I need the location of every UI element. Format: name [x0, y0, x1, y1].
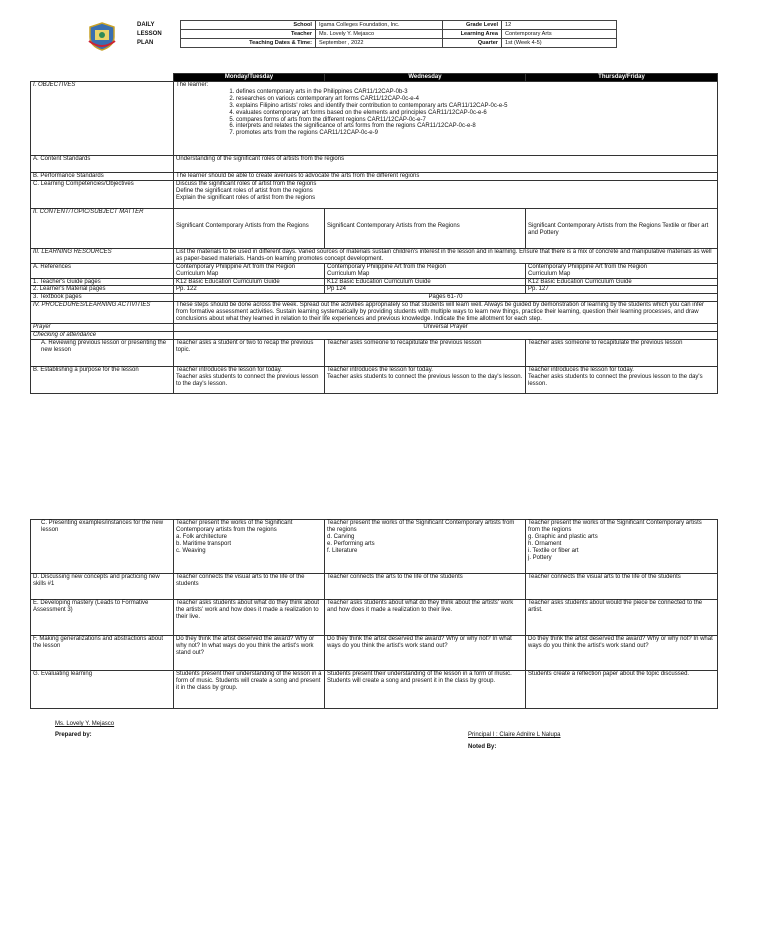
teachers-guide-row: 1. Teacher's Guide pages K12 Basic Education Curriculum Guide K12 Basic Education Curriculum Guide K12 Basic Education Curriculum Guide — [31, 278, 718, 286]
mastery-row: E. Developing mastery (Leads to Formative Assessment 3) Teacher asks students about what do they think about the artists' work and how does it made a realization to their live. Teacher asks students about what do they think about the artists' work and how does it made a realization to their live. Teacher asks students about would the piece be connected to the artist. — [31, 600, 718, 636]
discussing-row: D. Discussing new concepts and practicing new skills #1 Teacher connects the visual arts to the life of the students Teacher connects the arts to the life of the students Teacher connects the visual arts to the life of the students — [31, 574, 718, 600]
preparer-name: Ms. Lovely Y. Mejasco — [55, 721, 115, 727]
learning-resources-row: III. LEARNING RESOURCES List the materials to be used in different days. Varied sources of materials sustain children's interest in the lesson and in learning. Ensure that there is a mix of concrete and manipulative materials as well as paper-based materials. Hands-on learning promotes concept development. — [31, 248, 718, 263]
procedures-row: IV. PROCEDURES/LEARNING ACTIVITIES These steps should be done across the week. Spread out the activities appropriately so that students will learn well. Always be guided by demonstration of learning by the students which you can infer from formative assessment activities. Sustain learning systematically by providing students with multiple ways to learn new things, practice their learning, question their learning processes, and draw conclusions about what they learned in relation to their life experiences and previous knowledge. Indicate the time allotment for each step. — [31, 302, 718, 324]
principal-name: Principal I : Claire Adnilre L Nalupa — [468, 732, 561, 738]
examples-row: C. Presenting examples/instances for the new lesson Teacher present the works of the Significant Contemporary artists from the regions a. Folk architecture b. Maritime transport c. Weaving Teacher present the works of the Significant Contemporary artists from the regions d. Carving e. Performing arts f. Literature Teacher present the works of the Significant Contemporary artists from the regions g. Graphic and plastic arts h. Ornament i. Textile or fiber art j. Pottery — [31, 520, 718, 574]
content-topic-row: II. CONTENT/TOPIC/SUBJECT MATTER Significant Contemporary Artists from the Regions Significant Contemporary Artists from the Regions Significant Contemporary Artists from the Regions Textile or fiber art and Pottery — [31, 208, 718, 248]
objectives-row: I. OBJECTIVES The learner: 1. defines contemporary arts in the Philippines CAR11/12CAP-0b-3 2. researches on various contemporary art forms CAR11/12CAP-0c-e-4 3. explains Filipino artists' roles and identify their contribution to contemporary arts CAR11/12CAP-0c-e-5 4. evaluates contemporary art forms based on the elements and principles CAR11/12CAP-0c-e-6 5. compares forms of arts from the different regions CAR11/12CAP-0c-e-7 6. interprets and relates the significance of arts forms from the regions CAR11/12CAP-0c-e-8 7. promotes arts from the regions CAR11/12CAP-0c-e-9 — [31, 82, 718, 156]
prepared-by-label: Prepared by: — [55, 732, 92, 738]
lesson-plan-table — [30, 73, 718, 394]
content-standards-row: A. Content Standards Understanding of the significant roles of artists from the regions — [31, 156, 718, 173]
document-type-label: DAILY LESSON PLAN — [137, 22, 162, 46]
day-header: Thursday/Friday — [526, 74, 718, 82]
textbook-row: 3. Textbook pages Pages 61-70 — [31, 294, 718, 302]
evaluating-row: G. Evaluating learning Students present their understanding of the lesson in a form of music. Students will create a song and present it in the class by group. Students present their understanding of the lesson in a form of music. Students will create a song and present it in the class by group. Students create a reflection paper about the topic discussed. — [31, 671, 718, 709]
review-row: A. Reviewing previous lesson or presenting the new lesson Teacher asks a student or two to recap the previous topic. Teacher asks someone to recapitulate the previous lesson Teacher asks someone to recapitulate the previous lesson — [31, 339, 718, 366]
objectives-list: 1. defines contemporary arts in the Philippines CAR11/12CAP-0b-3 2. researches on various contemporary art forms CAR11/12CAP-0c-e-4 3. explains Filipino artists' roles and identify their contribution to contemporary arts CAR11/12CAP-0c-e-5 4. evaluates contemporary art forms based on the elements and principles CAR11/12CAP-0c-e-6 5. compares forms of arts from the different regions CAR11/12CAP-0c-e-7 6. interprets and relates the significance of arts forms from the regions CAR11/12CAP-0c-e-8 7. promotes arts from the regions CAR11/12CAP-0c-e-9 — [176, 89, 715, 137]
school-seal-logo — [86, 21, 118, 51]
attendance-row: Checking of attendance — [31, 331, 718, 339]
performance-standards-row: B. Performance Standards The learner should be able to create avenues to advocate the arts from the different regions — [31, 173, 718, 181]
header-info-table: School Igama Colleges Foundation, Inc. Grade Level 12 Teacher Ms. Lovely Y. Mejasco Learning Area Contemporary Arts Teaching Dates & Time: September , 2022 Quarter 1st (Week 4-5) — [180, 20, 617, 48]
day-header: Monday/Tuesday — [174, 74, 325, 82]
prayer-row: Prayer Universal Prayer — [31, 323, 718, 331]
references-row: A. References Contemporary Philippine Art from the Region Curriculum Map Contemporary Philippine Art from the Region Curriculum Map Contemporary Philippine Art from the Region Curriculum Map — [31, 263, 718, 278]
day-header: Wednesday — [325, 74, 526, 82]
generalizations-row: F. Making generalizations and abstractions about the lesson Do they think the artist deserved the award? Why or why not? In what ways do you think the artist's work stand out? Do they think the artist deserved the award? Why or why not? In what ways do you think the artist's work stand out? Do they think the artist deserved the award? Why or why not? In what ways do you think the artist's work stand out? — [31, 636, 718, 671]
day-header-row — [31, 74, 718, 82]
competencies-row: C. Learning Competencies/Objectives Discuss the significant roles of artist from the regions Define the significant roles of artist from the regions Explain the significant roles of artist from the regions — [31, 180, 718, 208]
lesson-plan-table-continued — [30, 519, 718, 709]
noted-by-label: Noted By: — [468, 744, 497, 750]
purpose-row: B. Establishing a purpose for the lesson Teacher introduces the lesson for today. Teacher asks students to connect the previous lesson to the day's lesson. Teacher introduces the lesson for today. Teacher asks students to connect the previous lesson to the day's lesson. Teacher introduces the lesson for today. Teacher asks students to connect the previous lesson to the day's lesson. — [31, 366, 718, 393]
learners-material-row: 2. Learner's Material pages Pp. 122 Pp 124 Pp. 127 — [31, 286, 718, 294]
